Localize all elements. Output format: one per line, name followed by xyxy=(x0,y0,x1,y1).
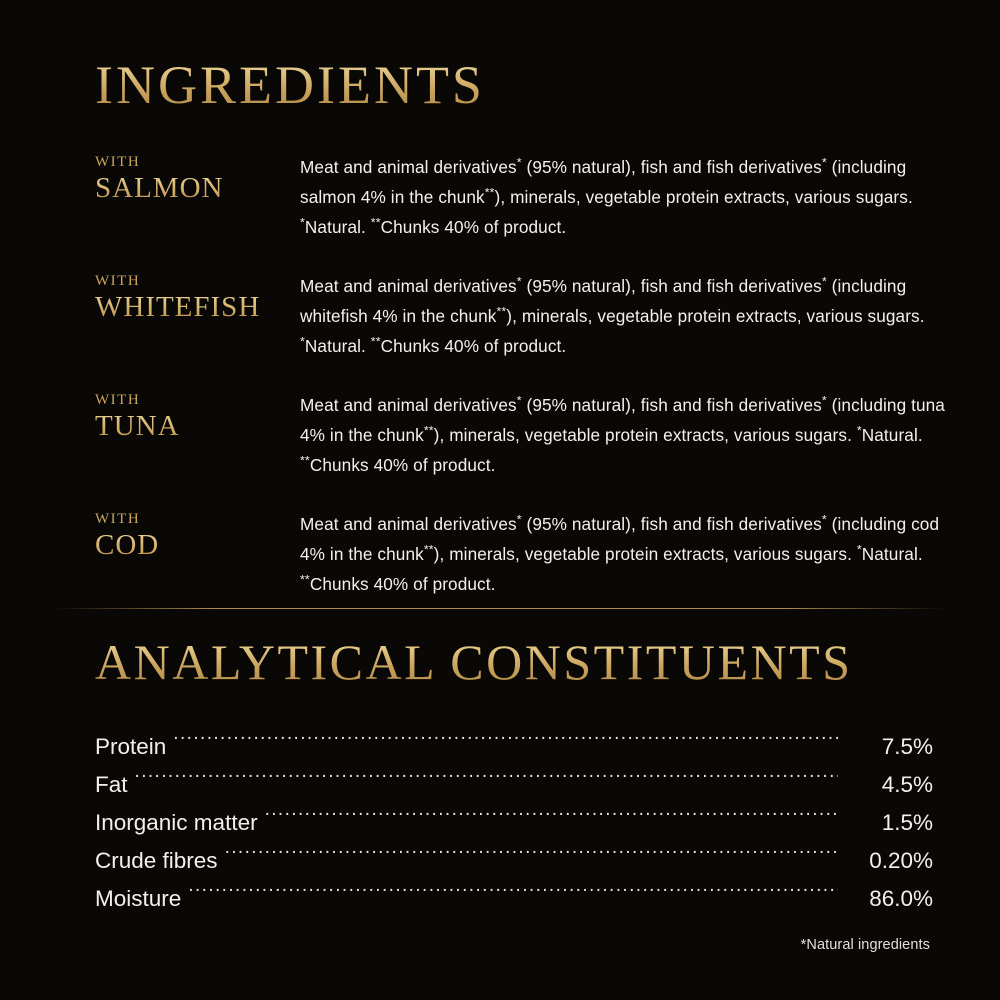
variant-name: TUNA xyxy=(95,410,300,443)
ingredient-variant-label xyxy=(95,152,300,205)
constituent-value: 0.20% xyxy=(869,848,933,873)
leader-dots xyxy=(173,732,838,755)
constituent-value: 1.5% xyxy=(881,810,933,835)
constituent-value: 4.5% xyxy=(881,772,933,797)
constituent-value: 7.5% xyxy=(881,734,933,759)
variant-name: COD xyxy=(95,529,300,562)
variant-prefix: WITH xyxy=(95,154,141,170)
table-row xyxy=(95,842,933,880)
ingredients-list xyxy=(95,152,955,628)
table-row xyxy=(95,880,933,918)
constituent-name: Inorganic matter xyxy=(95,810,258,835)
ingredient-description: Meat and animal derivatives* (95% natural), fish and fish derivatives* (including tuna 4% in the chunk**), minerals, vegetable protein extracts, various sugars. *Natural. **Chunks 40% of product. xyxy=(300,393,945,475)
table-row xyxy=(95,804,933,842)
leader-dots xyxy=(225,846,838,869)
list-item xyxy=(95,271,955,361)
ingredient-variant-label xyxy=(95,390,300,443)
ingredient-description: Meat and animal derivatives* (95% natural), fish and fish derivatives* (including salmon 4% in the chunk**), minerals, vegetable protein extracts, various sugars. *Natural. **Chunks 40% of product. xyxy=(300,155,913,237)
variant-name: SALMON xyxy=(95,172,300,205)
ingredient-variant-label xyxy=(95,509,300,562)
table-row xyxy=(95,728,933,766)
constituent-name: Fat xyxy=(95,772,128,797)
constituent-name: Crude fibres xyxy=(95,848,218,873)
constituent-name: Protein xyxy=(95,734,167,759)
list-item xyxy=(95,390,955,480)
analytical-constituents-table xyxy=(95,728,933,918)
ingredient-variant-label xyxy=(95,271,300,324)
footnote: *Natural ingredients xyxy=(800,937,930,953)
variant-prefix: WITH xyxy=(95,511,141,527)
leader-dots xyxy=(265,808,838,831)
variant-prefix: WITH xyxy=(95,392,141,408)
leader-dots xyxy=(135,770,838,793)
table-row xyxy=(95,766,933,804)
variant-prefix: WITH xyxy=(95,273,141,289)
ingredients-heading: INGREDIENTS xyxy=(95,55,485,115)
section-divider xyxy=(55,608,945,609)
analytical-constituents-heading: ANALYTICAL CONSTITUENTS xyxy=(95,634,853,690)
leader-dots xyxy=(188,884,838,907)
ingredient-description: Meat and animal derivatives* (95% natural), fish and fish derivatives* (including whitefish 4% in the chunk**), minerals, vegetable protein extracts, various sugars. *Natural. **Chunks 40% of product. xyxy=(300,274,925,356)
list-item xyxy=(95,509,955,599)
list-item xyxy=(95,152,955,242)
variant-name: WHITEFISH xyxy=(95,291,300,324)
constituent-name: Moisture xyxy=(95,886,182,911)
ingredient-description: Meat and animal derivatives* (95% natural), fish and fish derivatives* (including cod 4% in the chunk**), minerals, vegetable protein extracts, various sugars. *Natural. **Chunks 40% of product. xyxy=(300,512,940,594)
constituent-value: 86.0% xyxy=(869,886,933,911)
